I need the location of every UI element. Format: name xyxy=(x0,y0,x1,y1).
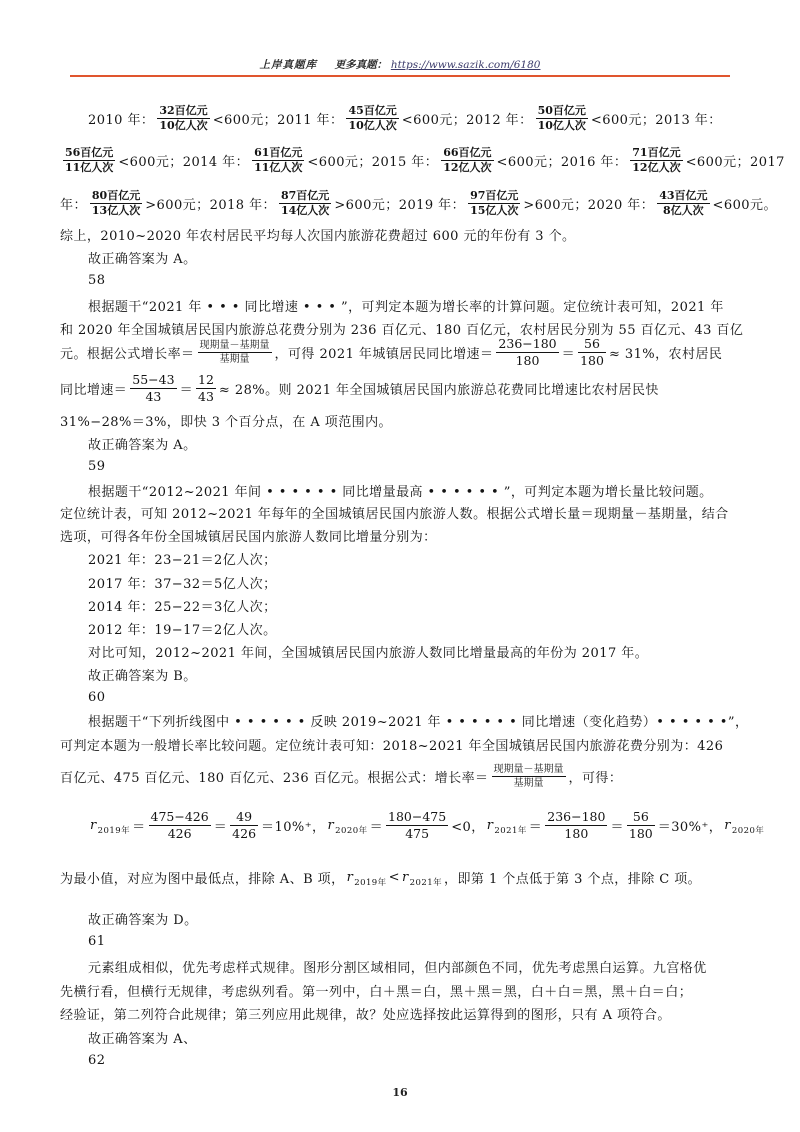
text-segment: ，可得： xyxy=(568,770,623,786)
fraction xyxy=(252,146,304,175)
fraction-numerator: 12 xyxy=(198,371,214,387)
text-segment: 60 xyxy=(88,689,106,705)
fraction-numerator: 236−180 xyxy=(547,808,606,824)
fraction-numerator: 现期量－基期量 xyxy=(493,763,564,775)
variable-symbol: r xyxy=(486,817,494,833)
fraction-numerator: 80百亿元 xyxy=(91,188,141,202)
text-line xyxy=(60,145,785,174)
text-segment: <600元；2011 年： xyxy=(212,112,344,128)
fraction-denominator: 180 xyxy=(580,352,604,368)
variable xyxy=(346,869,387,888)
variable-subscript: 2020年 xyxy=(731,825,765,836)
fraction-numerator: 236−180 xyxy=(498,335,557,351)
fraction-numerator: 现期量－基期量 xyxy=(199,339,270,351)
fraction-numerator: 56 xyxy=(584,335,600,351)
variable-symbol: r xyxy=(90,817,97,833)
text-segment: 同比增速＝ xyxy=(60,382,128,398)
fraction-numerator: 180−475 xyxy=(388,808,447,824)
text-segment: >600元；2020 年： xyxy=(523,197,655,213)
text-segment: 根据题干“2021 年 • • • 同比增速 • • • ”，可判定本题为增长率的计算问题。定位统计表可知，2021 年 xyxy=(88,299,724,315)
text-line xyxy=(60,478,744,502)
text-line xyxy=(60,222,744,246)
text-segment: 2014 年：25−22＝3亿人次； xyxy=(88,599,277,615)
text-line xyxy=(60,906,744,930)
text-segment: 2010 年： xyxy=(88,112,155,128)
fraction xyxy=(492,763,566,790)
fraction-denominator: 43 xyxy=(145,388,162,404)
text-line xyxy=(60,1025,744,1049)
fraction-denominator: 11亿人次 xyxy=(254,160,303,174)
fraction-numerator: 50百亿元 xyxy=(537,103,586,117)
text-segment: 先横行看，但横行无规律，考虑纵列看。第一列中，白＋黑＝白，黑＋黑＝黑，白＋白＝黑，黑＋白＝白； xyxy=(60,984,693,1000)
text-segment: 和 2020 年全国城镇居民国内旅游总花费分别为 236 百亿元、180 百亿元，农村居民分别为 55 百亿元、43 百亿 xyxy=(60,322,744,338)
fraction xyxy=(496,336,558,369)
fraction xyxy=(279,189,331,218)
text-line xyxy=(60,371,744,404)
text-line xyxy=(60,335,744,368)
text-segment: ＝ xyxy=(213,819,228,835)
fraction xyxy=(63,146,115,175)
fraction xyxy=(386,809,448,842)
text-line xyxy=(60,431,744,455)
fraction-numerator: 97百亿元 xyxy=(470,188,519,202)
fraction-numerator: 56百亿元 xyxy=(65,145,114,159)
variable-subscript: 2021年 xyxy=(409,877,443,888)
variable-symbol: r xyxy=(346,869,354,885)
fraction xyxy=(657,189,709,218)
text-segment: 选项，可得各年份全国城镇居民国内旅游人数同比增量分别为： xyxy=(60,529,437,545)
fraction xyxy=(90,189,142,218)
fraction-denominator: 43 xyxy=(198,388,214,404)
fraction-numerator: 71百亿元 xyxy=(632,145,681,159)
text-segment: >600元；2018 年： xyxy=(145,197,276,213)
fraction xyxy=(545,809,607,842)
fraction-denominator: 14亿人次 xyxy=(281,203,330,217)
fraction xyxy=(627,809,655,842)
fraction xyxy=(130,372,176,405)
variable xyxy=(401,869,443,888)
document-body xyxy=(60,0,785,1132)
variable xyxy=(486,817,527,836)
text-line xyxy=(60,500,744,524)
text-segment: 根据题干“下列折线图中 • • • • • • 反映 2019~2021 年 • • • • • • 同比增速（变化趋势）• • • • • •”， xyxy=(88,714,749,730)
text-segment: <600元；2014 年： xyxy=(118,154,250,170)
fraction-numerator: 32百亿元 xyxy=(159,103,208,117)
fraction xyxy=(198,339,272,366)
text-segment: 元素组成相似，优先考虑样式规律。图形分割区域相同，但内部颜色不同，优先考虑黑白运算。九宫格优 xyxy=(88,960,707,976)
text-segment: ＝ xyxy=(610,819,624,835)
text-segment: 62 xyxy=(88,1052,106,1068)
fraction-numerator: 475−426 xyxy=(150,808,209,824)
text-segment: 根据题干“2012~2021 年间 • • • • • • 同比增量最高 • • • • • • ”，可判定本题为增长量比较问题。 xyxy=(88,484,713,500)
text-line xyxy=(60,708,749,732)
text-segment: ≈ 31%，农村居民 xyxy=(608,346,723,362)
text-segment: <600元；2017 xyxy=(685,154,785,170)
text-line xyxy=(60,103,744,132)
text-line xyxy=(60,316,744,340)
text-segment: 年： xyxy=(60,197,87,213)
fraction xyxy=(346,104,398,133)
variable xyxy=(724,817,765,836)
fraction xyxy=(149,809,211,842)
text-line xyxy=(60,268,744,292)
fraction-denominator: 12亿人次 xyxy=(443,160,492,174)
text-segment: ，可得 2021 年城镇居民同比增速＝ xyxy=(274,346,494,362)
fraction-denominator: 426 xyxy=(232,825,257,841)
text-segment: <600元；2015 年： xyxy=(307,154,439,170)
variable-subscript: 2021年 xyxy=(494,825,527,836)
text-segment: 2017 年：37−32＝5亿人次； xyxy=(88,576,277,592)
text-segment: 31%−28%＝3%，即快 3 个百分点，在 A 项范围内。 xyxy=(60,414,392,430)
text-segment: <600元。 xyxy=(712,197,777,213)
text-line xyxy=(60,408,744,432)
text-segment: <600元；2012 年： xyxy=(401,112,533,128)
text-segment: 2021 年：23−21＝2亿人次； xyxy=(88,552,277,568)
text-segment: <600元；2016 年： xyxy=(496,154,628,170)
fraction-denominator: 基期量 xyxy=(513,777,544,789)
text-segment: 故正确答案为 A、 xyxy=(88,1031,197,1047)
text-line xyxy=(60,662,744,686)
text-segment: ＝10%⁺， xyxy=(261,819,326,835)
fraction-denominator: 8亿人次 xyxy=(663,203,704,217)
variable xyxy=(90,817,131,836)
text-line xyxy=(60,523,744,547)
text-line xyxy=(60,685,744,709)
fraction-numerator: 56 xyxy=(632,808,649,824)
fraction-denominator: 13亿人次 xyxy=(91,203,141,217)
text-line xyxy=(60,732,744,756)
text-segment: ≈ 28%。则 2021 年全国城镇居民国内旅游总花费同比增速比农村居民快 xyxy=(218,382,659,398)
text-segment: ＝ xyxy=(179,382,194,398)
text-line xyxy=(60,764,744,788)
fraction-denominator: 10亿人次 xyxy=(348,118,397,132)
fraction-numerator: 43百亿元 xyxy=(659,188,708,202)
text-segment: 58 xyxy=(88,272,106,288)
variable-symbol: r xyxy=(724,817,731,833)
text-line xyxy=(60,593,744,617)
text-segment: 2012 年：19−17＝2亿人次。 xyxy=(88,622,277,638)
text-line xyxy=(60,188,777,217)
text-segment: 故正确答案为 D。 xyxy=(88,912,198,928)
fraction-denominator: 10亿人次 xyxy=(159,118,208,132)
text-segment: ＝ xyxy=(561,346,576,362)
text-segment: 对比可知，2012~2021 年间，全国城镇居民国内旅游人数同比增量最高的年份为 2017 年。 xyxy=(88,645,649,661)
text-segment: >600元；2019 年： xyxy=(334,197,466,213)
variable xyxy=(327,817,368,836)
text-segment: ＝ xyxy=(369,819,384,835)
text-line xyxy=(60,954,744,978)
text-line xyxy=(60,616,744,640)
fraction-denominator: 180 xyxy=(515,352,540,368)
fraction-numerator: 61百亿元 xyxy=(254,145,303,159)
text-segment: 59 xyxy=(88,458,106,474)
fraction-numerator: 55−43 xyxy=(132,371,175,387)
text-segment: 百亿元、475 百亿元、180 百亿元、236 百亿元。根据公式：增长率＝ xyxy=(60,770,489,786)
text-segment: 定位统计表，可知 2012~2021 年每年的全国城镇居民国内旅游人数。根据公式增长量＝现期量－基期量，结合 xyxy=(60,506,729,522)
text-segment: < xyxy=(388,869,400,885)
variable-symbol: r xyxy=(401,869,409,885)
fraction-denominator: 180 xyxy=(564,825,589,841)
fraction-denominator: 基期量 xyxy=(219,353,250,365)
fraction-denominator: 10亿人次 xyxy=(537,118,586,132)
text-segment: ＝30%⁺， xyxy=(657,819,723,835)
text-line xyxy=(60,929,744,953)
text-segment: ＝ xyxy=(528,819,543,835)
fraction xyxy=(536,104,588,133)
text-segment: 故正确答案为 B。 xyxy=(88,668,197,684)
text-segment: ，即第 1 个点低于第 3 个点，排除 C 项。 xyxy=(444,871,702,887)
text-line xyxy=(60,570,744,594)
fraction-numerator: 45百亿元 xyxy=(348,103,397,117)
fraction-denominator: 11亿人次 xyxy=(65,160,114,174)
text-segment: 为最小值，对应为图中最低点，排除 A、B 项， xyxy=(60,871,345,887)
text-segment: 可判定本题为一般增长率比较问题。定位统计表可知：2018~2021 年全国城镇居民国内旅游花费分别为：426 xyxy=(60,738,724,754)
text-segment: ＝ xyxy=(132,819,146,835)
text-line xyxy=(60,454,744,478)
text-line xyxy=(60,978,744,1002)
fraction xyxy=(578,336,606,369)
text-segment: 故正确答案为 A。 xyxy=(88,437,197,453)
fraction-numerator: 49 xyxy=(236,808,253,824)
fraction xyxy=(441,146,493,175)
text-segment: <600元；2013 年： xyxy=(590,112,722,128)
text-segment: 综上，2010~2020 年农村居民平均每人次国内旅游花费超过 600 元的年份有 3 个。 xyxy=(60,228,576,244)
variable-subscript: 2020年 xyxy=(335,825,368,836)
text-line xyxy=(60,808,765,841)
variable-symbol: r xyxy=(327,817,335,833)
fraction xyxy=(630,146,682,175)
fraction xyxy=(196,372,216,405)
page-number: 16 xyxy=(392,1086,408,1099)
text-line xyxy=(60,546,744,570)
fraction xyxy=(157,104,209,133)
variable-subscript: 2019年 xyxy=(97,825,131,836)
header-link[interactable]: https://www.sazik.com/6180 xyxy=(390,59,541,71)
fraction-denominator: 475 xyxy=(405,825,430,841)
text-segment: <0， xyxy=(451,819,485,835)
text-line xyxy=(60,245,744,269)
text-segment: 61 xyxy=(88,933,106,949)
fraction-denominator: 15亿人次 xyxy=(470,203,519,217)
text-segment: 经验证，第二列符合此规律；第三列应用此规律，故？处应选择按此运算得到的图形，只有 A 项符合。 xyxy=(60,1007,671,1023)
text-segment: 元。根据公式增长率＝ xyxy=(60,346,195,362)
fraction-denominator: 180 xyxy=(628,825,653,841)
header-site-name: 上岸真题库 xyxy=(259,59,318,71)
fraction-denominator: 426 xyxy=(167,825,192,841)
fraction-denominator: 12亿人次 xyxy=(632,160,681,174)
text-segment: 故正确答案为 A。 xyxy=(88,251,197,267)
fraction-numerator: 66百亿元 xyxy=(443,145,492,159)
fraction xyxy=(468,189,520,218)
header-more-label: 更多真题： xyxy=(334,59,388,71)
fraction-numerator: 87百亿元 xyxy=(281,188,330,202)
text-line xyxy=(60,1048,744,1072)
variable-subscript: 2019年 xyxy=(354,877,387,888)
text-line xyxy=(60,1001,744,1025)
text-line xyxy=(60,293,744,317)
text-line xyxy=(60,639,744,663)
fraction xyxy=(230,809,258,842)
text-line xyxy=(60,865,744,889)
